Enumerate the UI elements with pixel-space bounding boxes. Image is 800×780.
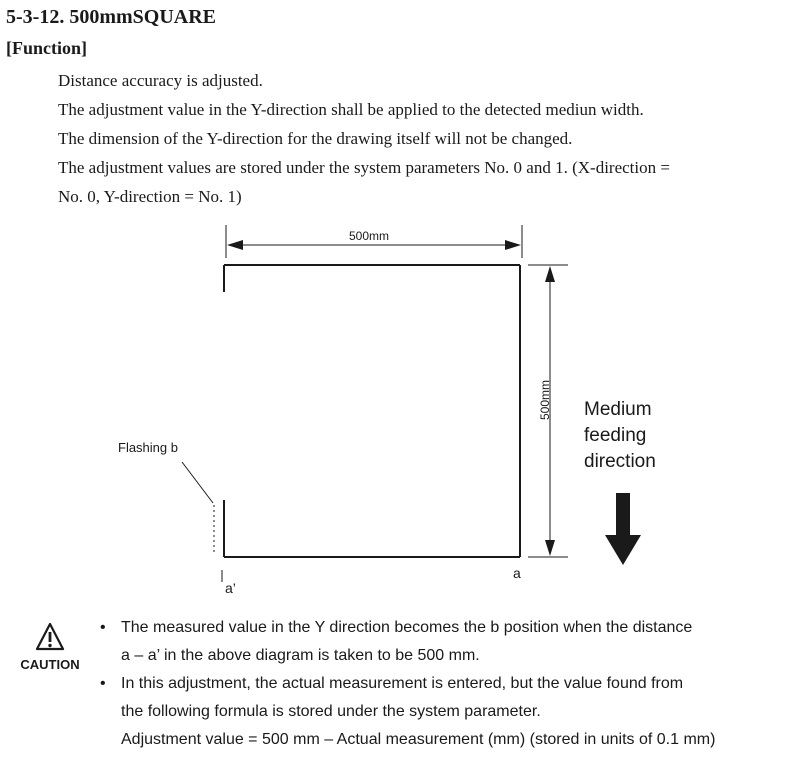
width-label: 500mm: [348, 229, 390, 243]
paragraph-3: The dimension of the Y-direction for the drawing itself will not be changed.: [58, 129, 573, 148]
section-title: 5-3-12. 500mmSQUARE: [6, 6, 216, 28]
height-arrow-top: [545, 266, 555, 282]
width-arrow-left: [227, 240, 243, 250]
height-arrow-bottom: [545, 540, 555, 556]
paragraph-5: No. 0, Y-direction = No. 1): [58, 187, 242, 206]
caution-label: CAUTION: [20, 657, 80, 672]
flashing-leader-line: [182, 462, 213, 503]
caution-bullet-2-line-2: the following formula is stored under the system parameter.: [121, 703, 541, 720]
feed-label-line-2: feeding: [584, 425, 647, 446]
feed-label-line-1: Medium: [584, 399, 652, 420]
caution-bullet-1-line-1: The measured value in the Y direction becomes the b position when the distance: [121, 619, 693, 636]
caution-bullet-2-line-1: In this adjustment, the actual measurement is entered, but the value found from: [121, 675, 684, 692]
flashing-label: Flashing b: [118, 440, 178, 455]
feed-arrow-shaft: [616, 493, 630, 537]
caution-block: [14, 622, 86, 672]
paragraph-4: The adjustment values are stored under the system parameters No. 0 and 1. (X-direction =: [58, 158, 670, 177]
corner-a-prime-label: a’: [225, 580, 236, 596]
paragraph-1: Distance accuracy is adjusted.: [58, 71, 263, 90]
feed-arrow-head: [605, 535, 641, 565]
height-label: 500mm: [538, 379, 552, 421]
warning-triangle-icon: [35, 622, 65, 652]
corner-a-label: a: [513, 565, 521, 581]
caution-bullet-1-line-2: a – a’ in the above diagram is taken to be 500 mm.: [121, 647, 480, 664]
width-arrow-right: [505, 240, 521, 250]
feed-label-line-3: direction: [584, 451, 656, 472]
caution-formula-line: Adjustment value = 500 mm – Actual measurement (mm) (stored in units of 0.1 mm): [121, 731, 716, 748]
function-label: [Function]: [6, 38, 87, 58]
paragraph-2: The adjustment value in the Y-direction shall be applied to the detected mediun width.: [58, 100, 644, 119]
